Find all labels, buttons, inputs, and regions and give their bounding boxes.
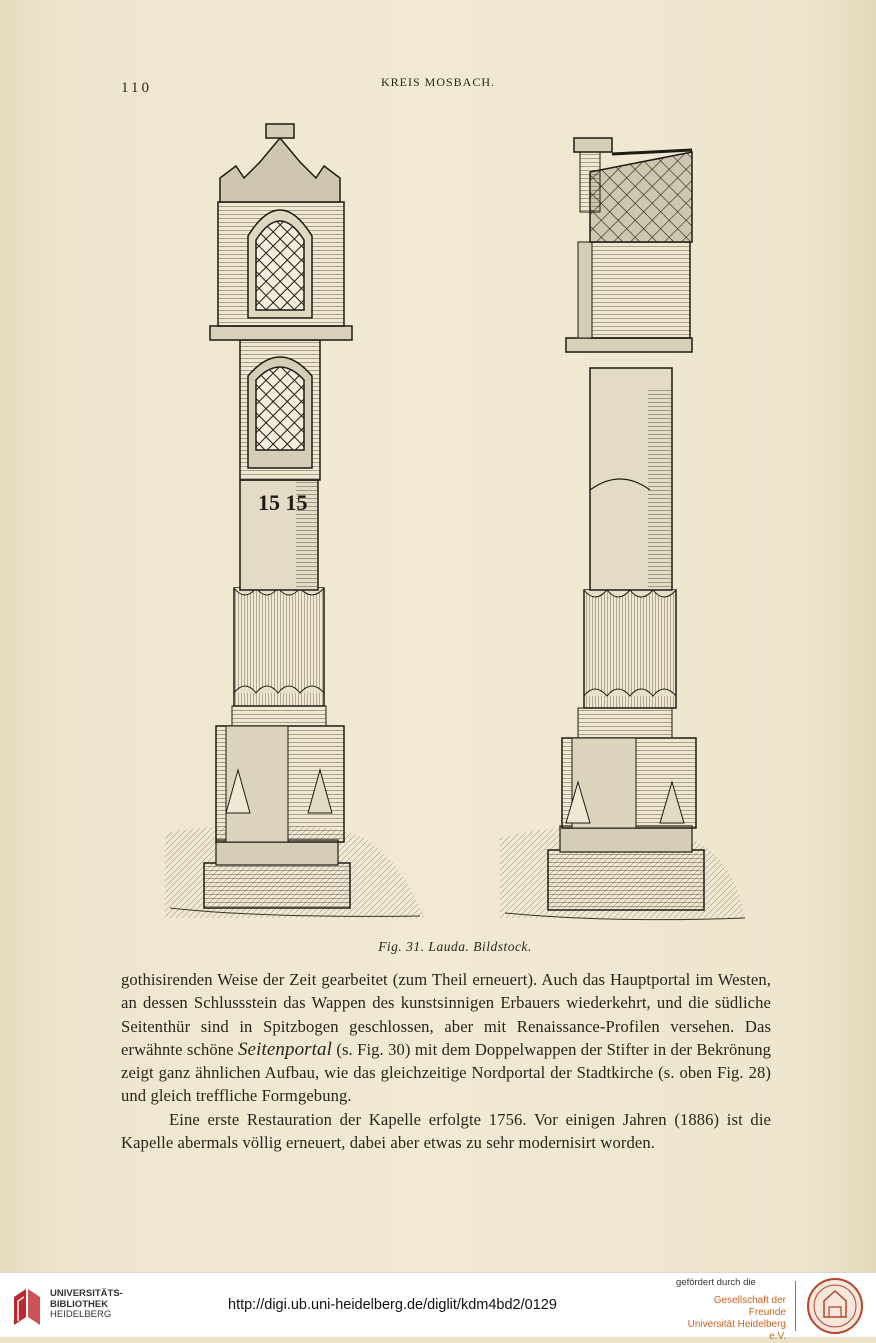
body-text: [121, 968, 771, 1154]
footer-divider: [795, 1281, 796, 1331]
text-run: (s. Fig. 30) mit dem Doppelwappen der Stifter in der Bekrönung zeigt ganz ähnlichen Aufbau, wie das gleichzeitige Nordportal der Stadtkirche (s. oben Fig. 28) und gleich treffliche Formgebung.: [121, 1039, 771, 1106]
figure-caption: Fig. 31. Lauda. Bildstock.: [378, 939, 532, 954]
paragraph-2: Eine erste Restauration der Kapelle erfolgte 1756. Vor einigen Jahren (1886) ist die Kapelle abermals völlig erneuert, dabei aber etwas zu sehr modernisirt worden.: [121, 1109, 771, 1153]
left-pillar-drawing: [165, 124, 425, 918]
emphasized-term: Seitenportal: [237, 1038, 333, 1060]
viewer-footer: [0, 1272, 876, 1342]
library-name: UNIVERSITÄTS- BIBLIOTHEK HEIDELBERG: [50, 1288, 123, 1320]
text-line: gothisirenden Weise der Zeit gearbeitet (zum Theil erneuert). Auch das Hauptportal: [121, 970, 691, 989]
running-head: KREIS MOSBACH.: [380, 75, 496, 89]
figure-illustration: [160, 118, 750, 933]
text-line: und die südliche Seitenthür sind in Spitzbogen geschlossen, aber mit Renaissance-Profilen: [121, 993, 772, 1036]
society-name[interactable]: Gesellschaft der Freunde Universität Heidelberg e.V.: [687, 1295, 786, 1342]
university-library-logo-icon[interactable]: [10, 1287, 44, 1327]
funded-by-label: gefördert durch die: [676, 1277, 756, 1288]
page-number: 110: [121, 80, 152, 96]
text-run: versehen. Das erwähnte schöne: [121, 1016, 772, 1059]
inscription-date: 15 15: [258, 490, 308, 515]
paragraph-1: [121, 968, 771, 1108]
right-pillar-drawing: [500, 138, 745, 920]
text-line: im Westen, an dessen Schlussstein das Wappen des kunstsinnigen Erbauers wiederkehrt,: [121, 970, 772, 1013]
university-seal-icon[interactable]: [806, 1277, 864, 1335]
permalink-url[interactable]: http://digi.ub.uni-heidelberg.de/diglit/kdm4bd2/0129: [228, 1297, 557, 1313]
